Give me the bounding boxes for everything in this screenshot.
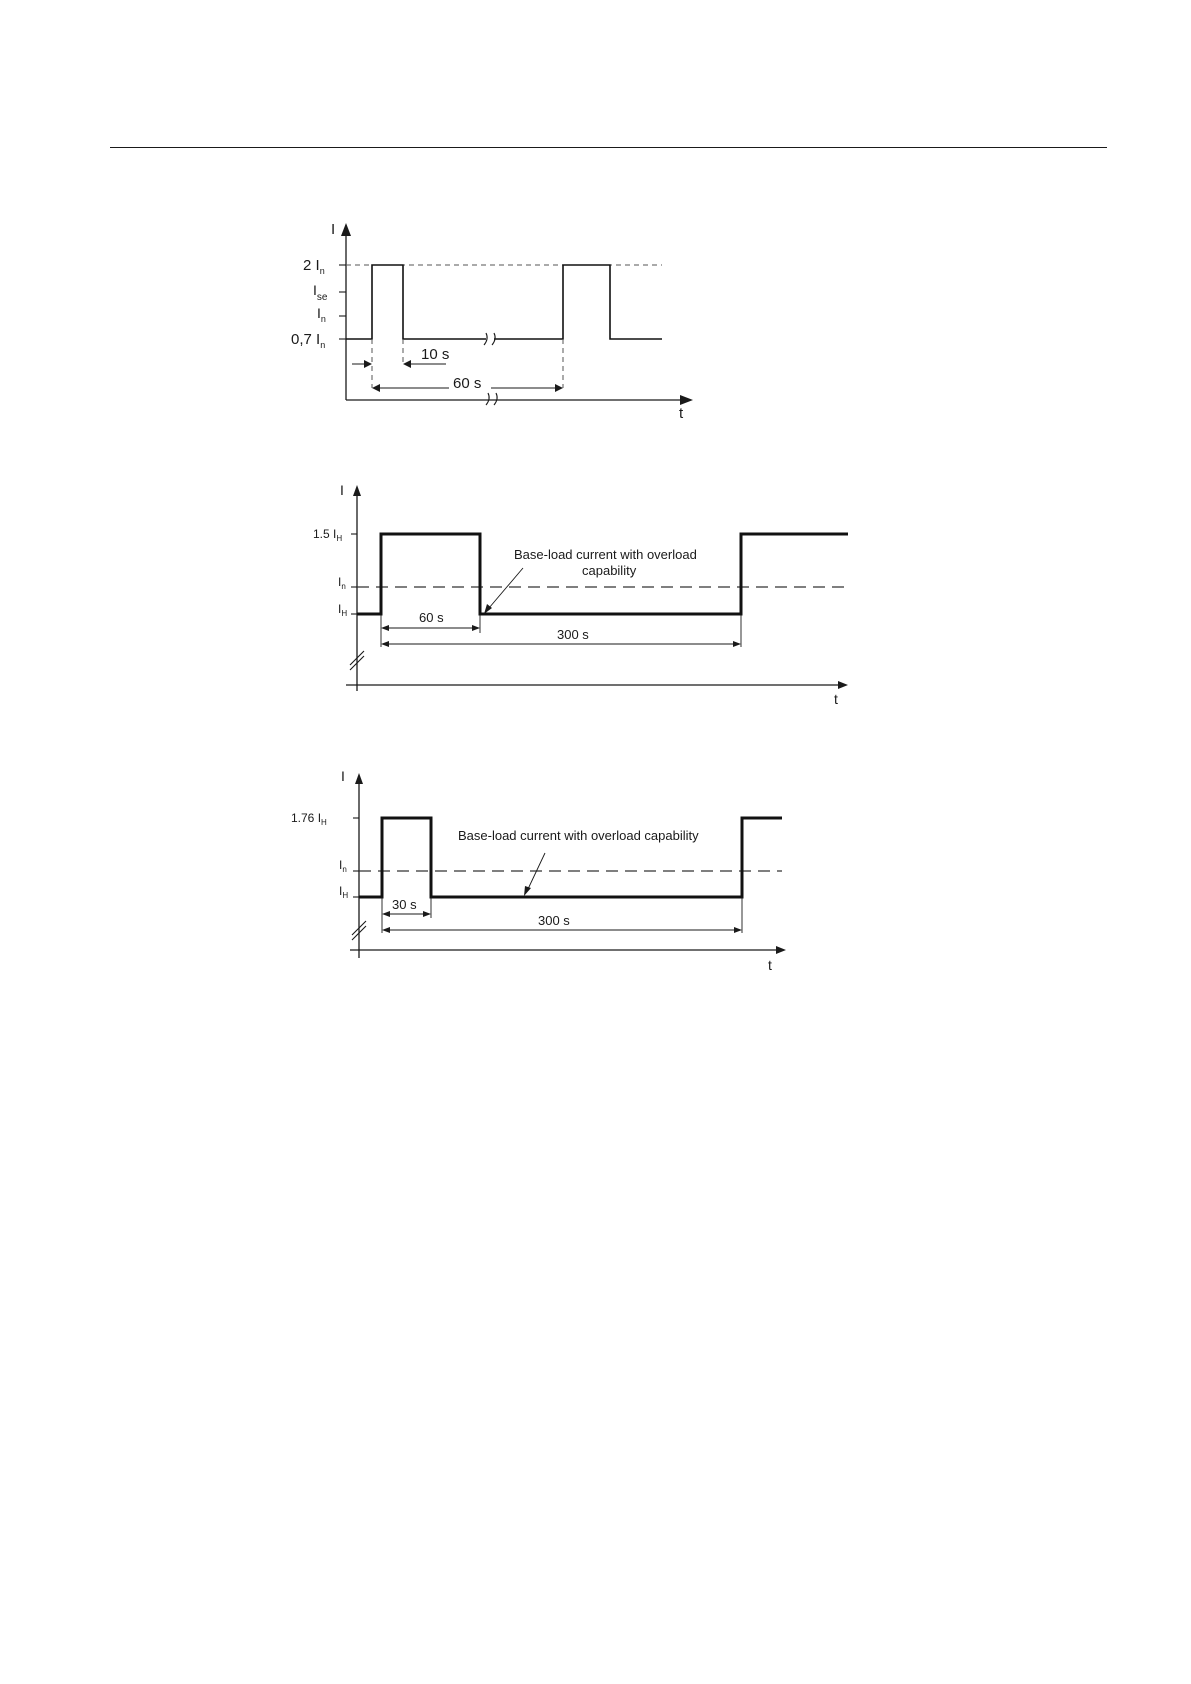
dimension-pulse-arrowhead [382, 911, 390, 917]
annotation-text: Base-load current with overload capability [458, 828, 699, 843]
annotation-leader-arrowhead [524, 886, 531, 896]
dimension-period-label: 60 s [453, 375, 482, 392]
y-axis-arrow [355, 773, 363, 784]
label-in: $I_n$ [338, 575, 346, 591]
y-axis-label: I [340, 482, 344, 498]
label-2in: 2 $I_n$ [303, 257, 325, 276]
x-axis-label: t [679, 405, 684, 422]
y-axis-label: I [331, 221, 336, 238]
label-in: $I_n$ [339, 858, 347, 874]
label-ih: $I_H$ [339, 884, 349, 900]
y-axis-label: I [341, 768, 345, 784]
label-high: 1.5 $I_H$ [313, 527, 343, 543]
dimension-period-label: 300 s [557, 627, 589, 642]
label-low: 0,7 $I_n$ [291, 331, 326, 350]
label-ih: $I_H$ [338, 602, 348, 618]
annotation-text: Base-load current with overload [514, 547, 697, 562]
dimension-period-label: 300 s [538, 913, 570, 928]
annotation-text: capability [582, 563, 637, 578]
dimension-period-arrowhead [734, 927, 742, 933]
dimension-pulse-label: 10 s [421, 346, 450, 363]
dimension-pulse-label: 30 s [392, 897, 417, 912]
label-high: 1.76 $I_H$ [291, 811, 327, 827]
dimension-pulse-label: 60 s [419, 610, 444, 625]
x-axis-label: t [834, 691, 838, 707]
dimension-period-arrowhead [382, 927, 390, 933]
dimension-pulse-arrowhead [423, 911, 431, 917]
label-in: $I_n$ [317, 305, 326, 324]
label-ise: $I_{se}$ [313, 282, 328, 303]
x-axis-arrow [776, 946, 786, 954]
x-axis-label: t [768, 957, 772, 973]
